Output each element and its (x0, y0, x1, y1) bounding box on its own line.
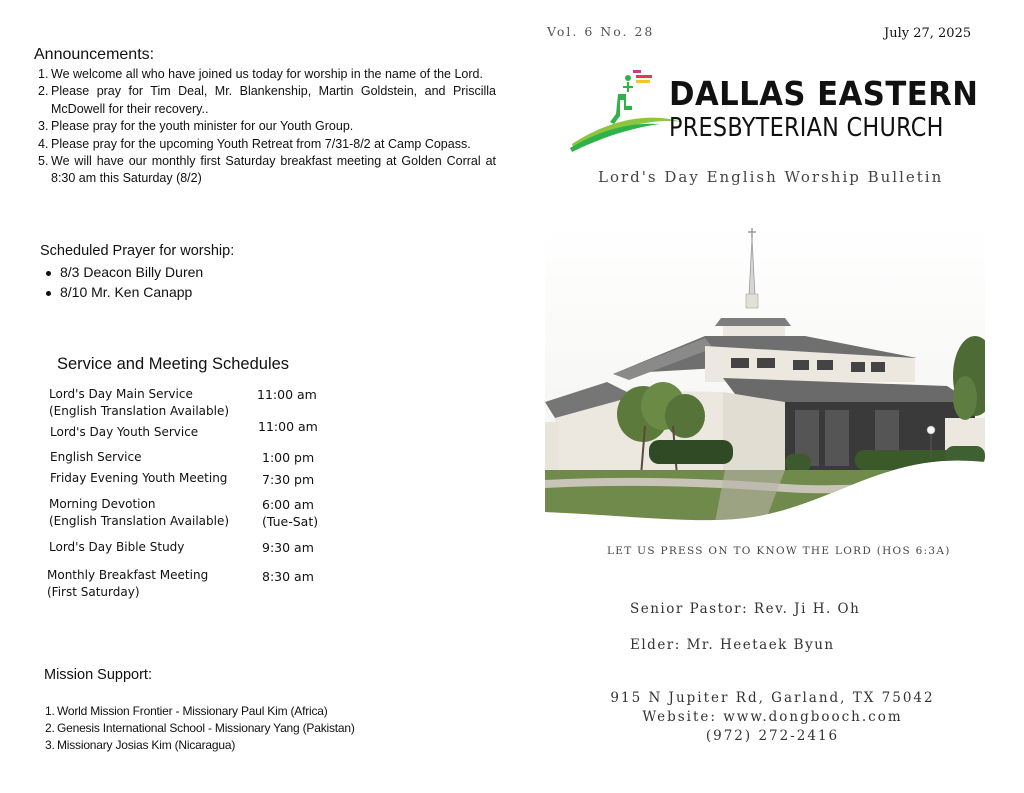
schedule-row-name: Monthly Breakfast Meeting (First Saturday) (47, 568, 209, 599)
elder: Elder: Mr. Heetaek Byun (630, 637, 835, 653)
address: 915 N Jupiter Rd, Garland, TX 75042 (610, 690, 935, 706)
schedule-row-name: English Service (50, 450, 142, 464)
schedule-row-time: 7:30 pm (262, 472, 315, 487)
schedule-row-time: 1:00 pm (262, 450, 315, 465)
mission-list (45, 703, 355, 754)
list-item: 5. We will have our monthly first Saturday breakfast meeting at Golden Corral at 8:30 am this Saturday (8/2) (38, 154, 496, 186)
schedule-row-name: Lord's Day Youth Service (50, 425, 199, 439)
schedule-row-time: 9:30 am (262, 540, 314, 555)
senior-pastor: Senior Pastor: Rev. Ji H. Oh (630, 601, 861, 617)
schedule-title: Service and Meeting Schedules (57, 355, 290, 373)
prayer-list (44, 263, 203, 302)
church-name-line-2: PRESBYTERIAN CHURCH (669, 113, 944, 143)
schedule-row-name: Friday Evening Youth Meeting (50, 471, 228, 485)
schedule-row-time: 8:30 am (262, 569, 314, 584)
contact-info (600, 689, 945, 746)
list-item: 2. Genesis International School - Missionary Yang (Pakistan) (45, 721, 355, 735)
mission-title: Mission Support: (44, 667, 152, 683)
church-motto: LET US PRESS ON TO KNOW THE LORD (HOS 6:3A) (607, 545, 951, 557)
list-item: 8/3 Deacon Billy Duren (44, 263, 203, 283)
schedule-row-name: Morning Devotion (English Translation Available) (49, 497, 230, 528)
announcements-title: Announcements: (34, 46, 155, 63)
list-item: 2. Please pray for Tim Deal, Mr. Blankenship, Martin Goldstein, and Priscilla McDowell for their recovery.. (38, 84, 496, 116)
website: Website: www.dongbooch.com (642, 709, 903, 725)
schedule-row-time: 11:00 am (258, 419, 318, 434)
list-item: 1. World Mission Frontier - Missionary Paul Kim (Africa) (45, 704, 328, 718)
list-item: 3. Please pray for the youth minister for our Youth Group. (38, 119, 354, 134)
schedule-row-name: Lord's Day Main Service (English Translation Available) (49, 387, 230, 418)
list-item: 4. Please pray for the upcoming Youth Retreat from 7/31-8/2 at Camp Copass. (38, 136, 471, 151)
church-building-image (545, 226, 985, 522)
bulletin-date: July 27, 2025 (884, 26, 972, 41)
schedule-row-time: 11:00 am (257, 387, 317, 402)
schedule-row-time: 6:00 am (Tue-Sat) (262, 497, 319, 529)
list-item: 8/10 Mr. Ken Canapp (44, 283, 203, 303)
church-name-line-1: DALLAS EASTERN (669, 74, 979, 113)
phone: (972) 272-2416 (705, 728, 840, 744)
schedule-row-name: Lord's Day Bible Study (49, 540, 185, 554)
list-item: 3. Missionary Josias Kim (Nicaragua) (45, 738, 236, 752)
prayer-title: Scheduled Prayer for worship: (40, 243, 235, 259)
announcements-list (38, 66, 496, 188)
bulletin-title: Lord's Day English Worship Bulletin (598, 168, 944, 186)
list-item: 1. We welcome all who have joined us today for worship in the name of the Lord. (38, 67, 483, 81)
volume-number: Vol. 6 No. 28 (547, 24, 655, 39)
